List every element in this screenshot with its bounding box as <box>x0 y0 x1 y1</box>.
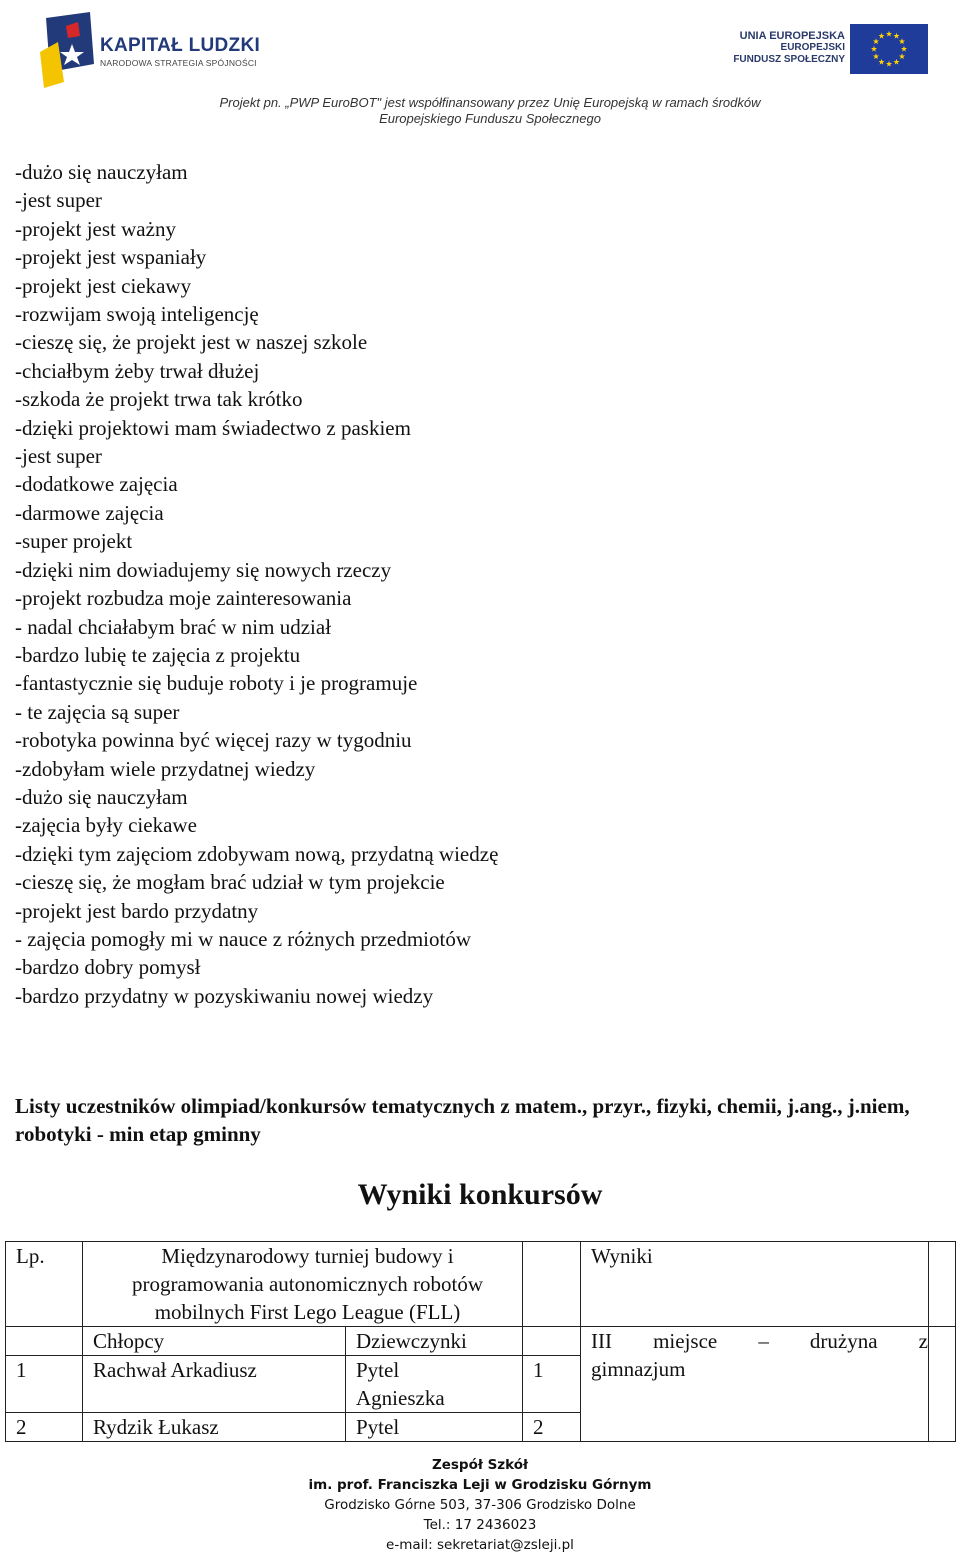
table-header-row <box>6 1242 956 1327</box>
row-num: 1 <box>523 1356 581 1413</box>
project-note-line-2: Europejskiego Funduszu Społecznego <box>379 111 601 126</box>
comment-item: -dużo się nauczyłam <box>15 784 188 809</box>
eu-line-2: EUROPEJSKI <box>780 42 845 53</box>
footer-school-name: im. prof. Franciszka Leji w Grodzisku Górnym <box>308 1477 652 1493</box>
comment-item: -jest super <box>15 444 102 469</box>
comment-item: -projekt jest ciekawy <box>15 273 192 298</box>
comment-item: -dodatkowe zajęcia <box>15 472 178 497</box>
kapital-ludzki-title: KAPITAŁ LUDZKI <box>100 35 261 56</box>
comment-item: -super projekt <box>15 529 133 554</box>
comment-item: -zdobyłam wiele przydatnej wiedzy <box>15 756 316 781</box>
comment-item: -rozwijam swoją inteligencję <box>15 302 259 327</box>
row-num: 2 <box>523 1413 581 1442</box>
comment-item: -dzięki tym zajęciom zdobywam nową, przydatną wiedzę <box>15 841 499 866</box>
row-girl: Pytel Agnieszka <box>346 1356 523 1413</box>
eu-line-1: UNIA EUROPEJSKA <box>739 30 845 42</box>
comment-item: -jest super <box>15 188 102 213</box>
comment-item: -projekt jest ważny <box>15 216 176 241</box>
comment-item: - zajęcia pomogły mi w nauce z różnych przedmiotów <box>15 926 471 951</box>
empty-cell <box>6 1327 83 1356</box>
results-title: Wyniki konkursów <box>357 1178 603 1211</box>
comment-item: -dzięki nim dowiadujemy się nowych rzeczy <box>15 557 392 582</box>
comment-item: - te zajęcia są super <box>15 699 180 724</box>
comment-item: -szkoda że projekt trwa tak krótko <box>15 387 303 412</box>
footer-address: Grodzisko Górne 503, 37-306 Grodzisko Dolne <box>324 1497 636 1513</box>
row-boy: Rydzik Łukasz <box>83 1413 346 1442</box>
empty-cell <box>929 1242 956 1327</box>
comment-item: -cieszę się, że projekt jest w naszej szkole <box>15 330 368 355</box>
empty-cell <box>929 1327 956 1442</box>
result-word: – <box>758 1329 769 1353</box>
olympiad-heading: Listy uczestników olimpiad/konkursów tematycznych z matem., przyr., fizyki, chemii, j.ang., j.niem, robotyki - min etap gminny <box>15 1094 910 1146</box>
boys-header: Chłopcy <box>83 1327 346 1356</box>
eu-label <box>730 30 845 66</box>
lp-header: Lp. <box>6 1242 83 1327</box>
row-lp: 1 <box>6 1356 83 1413</box>
comment-item: -chciałbym żeby trwał dłużej <box>15 358 260 383</box>
row-boy: Rachwał Arkadiusz <box>83 1356 346 1413</box>
result-word: drużyna <box>809 1329 878 1353</box>
comment-item: -projekt rozbudza moje zainteresowania <box>15 586 352 611</box>
results-table <box>5 1241 956 1442</box>
competition-header: Międzynarodowy turniej budowy i programowania autonomicznych robotów mobilnych First Lego League (FLL) <box>83 1242 523 1327</box>
comment-item: -robotyka powinna być więcej razy w tygodniu <box>15 728 412 753</box>
result-word: III <box>591 1329 612 1353</box>
result-cell <box>581 1327 929 1442</box>
comments-list <box>15 158 498 1010</box>
girls-header: Dziewczynki <box>346 1327 523 1356</box>
comment-item: -dzięki projektowi mam świadectwo z paskiem <box>15 415 411 440</box>
result-line-1 <box>591 1327 928 1355</box>
comment-item: -dużo się nauczyłam <box>15 160 188 184</box>
eu-line-3: FUNDUSZ SPOŁECZNY <box>733 54 845 65</box>
comment-item: -darmowe zajęcia <box>15 500 164 525</box>
footer-phone: Tel.: 17 2436023 <box>423 1517 537 1533</box>
page-footer <box>0 1455 960 1555</box>
comment-item: -bardzo przydatny w pozyskiwaniu nowej wiedzy <box>15 983 434 1008</box>
comment-item: -fantastycznie się buduje roboty i je programuje <box>15 671 418 696</box>
empty-cell <box>523 1327 581 1356</box>
comment-item: -bardzo lubię te zajęcia z projektu <box>15 642 301 667</box>
row-lp: 2 <box>6 1413 83 1442</box>
comment-item: -projekt jest wspaniały <box>15 245 207 270</box>
empty-cell <box>523 1242 581 1327</box>
result-line-2: gimnazjum <box>591 1357 686 1381</box>
eu-flag-icon <box>850 24 928 74</box>
comment-item: - nadal chciałabym brać w nim udział <box>15 614 332 639</box>
footer-email: e-mail: sekretariat@zsleji.pl <box>386 1537 574 1553</box>
project-note-line-1: Projekt pn. „PWP EuroBOT" jest współfinansowany przez Unię Europejską w ramach środków <box>219 95 761 110</box>
page-header <box>0 0 960 135</box>
comment-item: -bardzo dobry pomysł <box>15 955 201 980</box>
comment-item: -cieszę się, że mogłam brać udział w tym projekcie <box>15 870 445 895</box>
kapital-ludzki-subtitle: NARODOWA STRATEGIA SPÓJNOŚCI <box>100 58 257 68</box>
row-girl: Pytel <box>346 1413 523 1442</box>
result-word: z <box>918 1329 928 1353</box>
project-note <box>170 95 810 127</box>
result-word: miejsce <box>653 1329 718 1353</box>
table-subheader-row <box>6 1327 956 1356</box>
comment-item: -projekt jest bardo przydatny <box>15 898 259 923</box>
comment-item: -zajęcia były ciekawe <box>15 813 197 838</box>
results-header: Wyniki <box>581 1242 929 1327</box>
footer-school: Zespół Szkół <box>431 1457 529 1473</box>
